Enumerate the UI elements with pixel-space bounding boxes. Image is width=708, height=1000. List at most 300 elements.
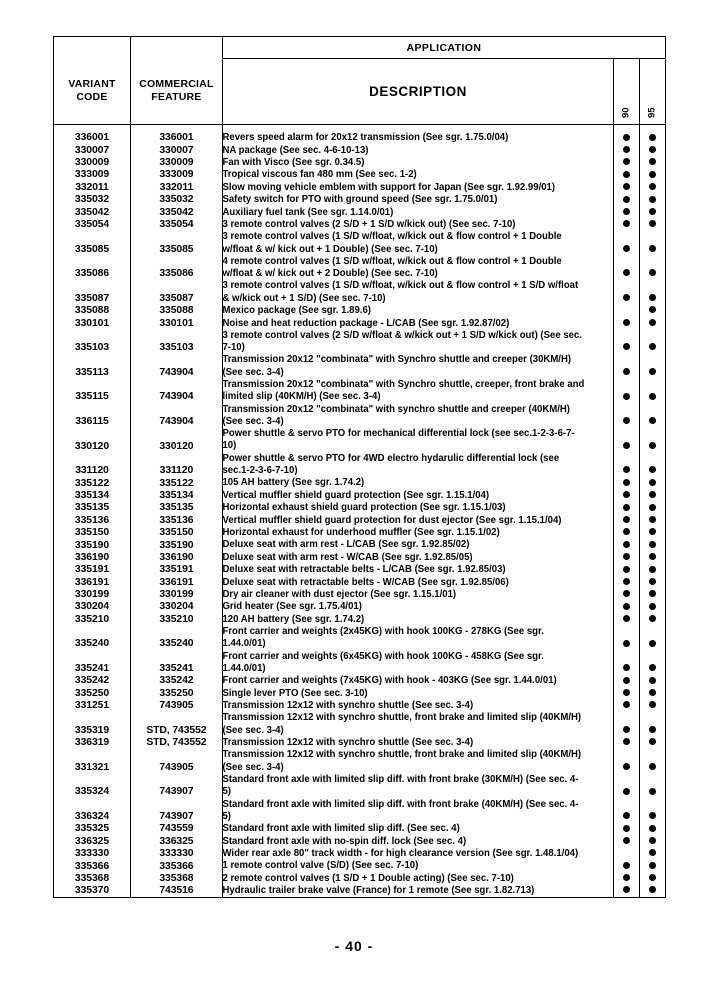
cell-app-95 [640, 231, 666, 256]
availability-dot [649, 788, 656, 795]
table-row [54, 428, 666, 453]
cell-app-95 [640, 651, 666, 676]
cell-description: Vertical muffler shield guard protection for dust ejector (See sgr. 1.15.1/04) [222, 515, 586, 527]
availability-dot [623, 343, 630, 350]
table-row [54, 169, 666, 181]
availability-dot [649, 812, 656, 819]
cell-variant-code: 336325 [54, 836, 131, 848]
availability-dot [623, 615, 630, 622]
cell-app-90 [614, 317, 640, 329]
cell-variant-code: 335122 [54, 477, 131, 489]
cell-commercial-feature: 335191 [130, 564, 222, 576]
cell-app-95 [640, 379, 666, 404]
cell-description: Horizontal exhaust for underhood muffler (See sgr. 1.15.1/02) [222, 527, 586, 539]
cell-description: 3 remote control valves (1 S/D w/float, w/kick out & flow control + 1 S/D w/float & w/kick out + 1 S/D) (See sec. 7-10) [222, 280, 586, 305]
cell-variant-code: 335150 [54, 527, 131, 539]
table-row [54, 885, 666, 898]
availability-dot [649, 566, 656, 573]
cell-app-90 [614, 527, 640, 539]
availability-dot [649, 640, 656, 647]
table-row [54, 614, 666, 626]
table-row [54, 453, 666, 478]
cell-variant-code: 335325 [54, 823, 131, 835]
cell-commercial-feature: 330199 [130, 589, 222, 601]
cell-commercial-feature: STD, 743552 [130, 712, 222, 737]
availability-dot [623, 541, 630, 548]
cell-app-90 [614, 614, 640, 626]
availability-dot [649, 208, 656, 215]
application-group-header: APPLICATION [222, 37, 665, 59]
cell-description: Deluxe seat with retractable belts - W/CAB (See sgr. 1.92.85/06) [222, 576, 586, 588]
cell-app-95 [640, 885, 666, 898]
cell-description: Deluxe seat with arm rest - L/CAB (See sgr. 1.92.85/02) [222, 539, 586, 551]
table-row [54, 354, 666, 379]
availability-dot [649, 294, 656, 301]
cell-description: Wider rear axle 80" track width - for high clearance version (See sgr. 1.48.1/04) [222, 848, 586, 860]
cell-commercial-feature: 743559 [130, 823, 222, 835]
cell-app-90 [614, 194, 640, 206]
cell-variant-code: 335191 [54, 564, 131, 576]
cell-app-90 [614, 675, 640, 687]
table-row [54, 737, 666, 749]
cell-app-95 [640, 589, 666, 601]
cell-variant-code: 335241 [54, 651, 131, 676]
cell-app-95 [640, 477, 666, 489]
cell-description: Front carrier and weights (2x45KG) with hook 100KG - 278KG (See sgr. 1.44.0/01) [222, 626, 586, 651]
availability-dot [649, 553, 656, 560]
availability-dot [623, 640, 630, 647]
cell-variant-code: 336324 [54, 799, 131, 824]
cell-description: Single lever PTO (See sec. 3-10) [222, 688, 586, 700]
cell-app-95 [640, 564, 666, 576]
cell-variant-code: 335103 [54, 330, 131, 355]
availability-dot [649, 220, 656, 227]
cell-variant-code: 335088 [54, 305, 131, 317]
header-description: DESCRIPTION [222, 59, 613, 125]
availability-dot [649, 738, 656, 745]
cell-variant-code: 335368 [54, 873, 131, 885]
cell-description: Standard front axle with limited slip diff. with front brake (30KM/H) (See sec. 4-5) [222, 774, 586, 799]
cell-description: Deluxe seat with retractable belts - L/CAB (See sgr. 1.92.85/03) [222, 564, 586, 576]
availability-dot [623, 417, 630, 424]
availability-dot [623, 158, 630, 165]
cell-variant-code: 331321 [54, 749, 131, 774]
cell-variant-code: 335113 [54, 354, 131, 379]
cell-variant-code: 335366 [54, 860, 131, 872]
table-row [54, 157, 666, 169]
cell-app-95 [640, 700, 666, 712]
cell-description: Standard front axle with limited slip diff. with front brake (40KM/H) (See sec. 4-5) [222, 799, 586, 824]
cell-description: Transmission 12x12 with synchro shuttle (See sec. 3-4) [222, 737, 586, 749]
cell-commercial-feature: 335122 [130, 477, 222, 489]
cell-app-95 [640, 428, 666, 453]
availability-dot [649, 689, 656, 696]
cell-app-90 [614, 885, 640, 898]
availability-dot [623, 553, 630, 560]
cell-variant-code: 333330 [54, 848, 131, 860]
cell-description: 4 remote control valves (1 S/D w/float, w/kick out & flow control + 1 Double w/float & w/ kick out + 2 Double) (See sec. 7-10) [222, 256, 586, 281]
cell-description: Transmission 12x12 with synchro shuttle, front brake and limited slip (40KM/H) (See sec. 3-4) [222, 749, 586, 774]
cell-variant-code: 336190 [54, 552, 131, 564]
table-row [54, 317, 666, 329]
availability-dot [649, 417, 656, 424]
availability-dot [623, 566, 630, 573]
table-row [54, 379, 666, 404]
cell-variant-code: 335054 [54, 219, 131, 231]
table-row [54, 182, 666, 194]
cell-description: Slow moving vehicle emblem with support for Japan (See sgr. 1.92.99/01) [222, 182, 586, 194]
availability-dot [649, 615, 656, 622]
cell-variant-code: 330101 [54, 317, 131, 329]
cell-variant-code: 335135 [54, 502, 131, 514]
cell-variant-code: 335240 [54, 626, 131, 651]
table-row [54, 477, 666, 489]
availability-dot [623, 491, 630, 498]
cell-variant-code: 335190 [54, 539, 131, 551]
cell-description: 2 remote control valves (1 S/D + 1 Double acting) (See sec. 7-10) [222, 873, 586, 885]
cell-variant-code: 335087 [54, 280, 131, 305]
cell-app-95 [640, 836, 666, 848]
cell-app-90 [614, 860, 640, 872]
cell-app-90 [614, 354, 640, 379]
header-commercial-feature-line2: FEATURE [151, 91, 202, 104]
availability-dot [623, 171, 630, 178]
cell-app-90 [614, 700, 640, 712]
cell-commercial-feature: 335150 [130, 527, 222, 539]
table-row [54, 601, 666, 613]
cell-app-95 [640, 317, 666, 329]
cell-app-90 [614, 712, 640, 737]
cell-app-90 [614, 157, 640, 169]
table-row [54, 231, 666, 256]
cell-commercial-feature: 331120 [130, 453, 222, 478]
cell-commercial-feature: 333330 [130, 848, 222, 860]
cell-commercial-feature: 335103 [130, 330, 222, 355]
availability-dot [649, 146, 656, 153]
cell-app-95 [640, 576, 666, 588]
cell-app-95 [640, 169, 666, 181]
availability-dot [649, 886, 656, 893]
cell-description: Fan with Visco (See sgr. 0.34.5) [222, 157, 586, 169]
cell-app-90 [614, 601, 640, 613]
cell-description: Front carrier and weights (7x45KG) with hook - 403KG (See sgr. 1.44.0/01) [222, 675, 586, 687]
cell-app-95 [640, 749, 666, 774]
availability-dot [649, 306, 656, 313]
cell-app-90 [614, 379, 640, 404]
availability-dot [623, 726, 630, 733]
availability-dot [649, 849, 656, 856]
cell-commercial-feature: 743904 [130, 379, 222, 404]
cell-app-95 [640, 873, 666, 885]
cell-app-90 [614, 145, 640, 157]
availability-dot [649, 134, 656, 141]
cell-variant-code: 335319 [54, 712, 131, 737]
cell-app-90 [614, 552, 640, 564]
table-row [54, 688, 666, 700]
table-row [54, 552, 666, 564]
cell-variant-code: 335042 [54, 206, 131, 218]
header-app-90-label: 90 [620, 107, 632, 119]
cell-variant-code: 332011 [54, 182, 131, 194]
cell-commercial-feature: 743907 [130, 774, 222, 799]
table-row [54, 515, 666, 527]
cell-app-95 [640, 256, 666, 281]
cell-description: Standard front axle with limited slip diff. (See sec. 4) [222, 823, 586, 835]
availability-dot [623, 886, 630, 893]
cell-app-95 [640, 145, 666, 157]
availability-dot [623, 837, 630, 844]
cell-app-95 [640, 354, 666, 379]
cell-variant-code: 335134 [54, 490, 131, 502]
cell-app-95 [640, 799, 666, 824]
specification-table [53, 36, 666, 898]
availability-dot [649, 726, 656, 733]
cell-app-90 [614, 737, 640, 749]
cell-description: 3 remote control valves (2 S/D + 1 S/D w/kick out) (See sec. 7-10) [222, 219, 586, 231]
cell-variant-code: 335242 [54, 675, 131, 687]
cell-commercial-feature: 332011 [130, 182, 222, 194]
cell-description: Mexico package (See sgr. 1.89.6) [222, 305, 586, 317]
availability-dot [623, 146, 630, 153]
cell-app-95 [640, 737, 666, 749]
table-row [54, 305, 666, 317]
cell-commercial-feature: 330204 [130, 601, 222, 613]
cell-app-95 [640, 552, 666, 564]
availability-dot [649, 603, 656, 610]
cell-commercial-feature: 335032 [130, 194, 222, 206]
cell-app-90 [614, 490, 640, 502]
cell-commercial-feature: 335136 [130, 515, 222, 527]
cell-commercial-feature: 335240 [130, 626, 222, 651]
header-app-95-label: 95 [646, 107, 658, 119]
availability-dot [623, 393, 630, 400]
cell-description: Hydraulic trailer brake valve (France) for 1 remote (See sgr. 1.82.713) [222, 885, 586, 898]
cell-app-95 [640, 404, 666, 429]
cell-app-90 [614, 515, 640, 527]
cell-variant-code: 335086 [54, 256, 131, 281]
cell-commercial-feature: 743516 [130, 885, 222, 898]
cell-commercial-feature: 743904 [130, 404, 222, 429]
availability-dot [623, 738, 630, 745]
table-row [54, 256, 666, 281]
application-header-row [54, 37, 666, 59]
cell-description: Transmission 20x12 "combinata" with synchro shuttle and creeper (40KM/H) (See sec. 3-4) [222, 404, 586, 429]
availability-dot [649, 701, 656, 708]
cell-commercial-feature: 743907 [130, 799, 222, 824]
cell-description: Power shuttle & servo PTO for 4WD electro hydarulic differential lock (see sec.1-2-3-6-7-10) [222, 453, 586, 478]
cell-app-95 [640, 626, 666, 651]
header-variant-code-line1: VARIANT [68, 78, 116, 91]
cell-description: Tropical viscous fan 480 mm (See sec. 1-2) [222, 169, 586, 181]
availability-dot [623, 664, 630, 671]
cell-app-95 [640, 774, 666, 799]
cell-app-95 [640, 280, 666, 305]
availability-dot [649, 442, 656, 449]
availability-dot [649, 479, 656, 486]
header-commercial-feature [130, 59, 222, 125]
cell-app-90 [614, 564, 640, 576]
cell-app-90 [614, 626, 640, 651]
cell-app-95 [640, 688, 666, 700]
availability-dot [623, 196, 630, 203]
table-row [54, 774, 666, 799]
cell-app-90 [614, 428, 640, 453]
availability-dot [623, 812, 630, 819]
cell-commercial-feature: 743905 [130, 749, 222, 774]
cell-commercial-feature: 335042 [130, 206, 222, 218]
cell-description: Noise and heat reduction package - L/CAB (See sgr. 1.92.87/02) [222, 317, 586, 329]
availability-dot [649, 158, 656, 165]
cell-variant-code: 330120 [54, 428, 131, 453]
availability-dot [623, 466, 630, 473]
cell-app-90 [614, 477, 640, 489]
cell-description: 3 remote control valves (1 S/D w/float, w/kick out & flow control + 1 Double w/float & w/ kick out + 1 Double) (See sec. 7-10) [222, 231, 586, 256]
cell-app-90 [614, 873, 640, 885]
cell-variant-code: 335032 [54, 194, 131, 206]
availability-dot [649, 528, 656, 535]
table-row [54, 836, 666, 848]
availability-dot [623, 208, 630, 215]
availability-dot [649, 343, 656, 350]
cell-description: Auxiliary fuel tank (See sgr. 1.14.0/01) [222, 206, 586, 218]
cell-description: Vertical muffler shield guard protection (See sgr. 1.15.1/04) [222, 490, 586, 502]
availability-dot [623, 701, 630, 708]
availability-dot [623, 368, 630, 375]
availability-dot [649, 541, 656, 548]
cell-variant-code: 335210 [54, 614, 131, 626]
cell-app-90 [614, 125, 640, 145]
availability-dot [649, 590, 656, 597]
cell-description: 3 remote control valves (2 S/D w/float & w/kick out + 1 S/D w/kick out) (See sec. 7-10) [222, 330, 586, 355]
cell-app-90 [614, 453, 640, 478]
table-row [54, 860, 666, 872]
cell-commercial-feature: 743904 [130, 354, 222, 379]
table-row [54, 564, 666, 576]
cell-description: Dry air cleaner with dust ejector (See sgr. 1.15.1/01) [222, 589, 586, 601]
cell-app-90 [614, 231, 640, 256]
availability-dot [649, 368, 656, 375]
cell-variant-code: 335250 [54, 688, 131, 700]
availability-dot [649, 269, 656, 276]
cell-description: Power shuttle & servo PTO for mechanical differential lock (see sec.1-2-3-6-7-10) [222, 428, 586, 453]
table-row [54, 589, 666, 601]
cell-app-90 [614, 589, 640, 601]
availability-dot [649, 504, 656, 511]
cell-app-95 [640, 614, 666, 626]
availability-dot [649, 466, 656, 473]
cell-variant-code: 336001 [54, 125, 131, 145]
availability-dot [623, 677, 630, 684]
cell-variant-code: 335370 [54, 885, 131, 898]
cell-variant-code: 336319 [54, 737, 131, 749]
cell-description: Safety switch for PTO with ground speed (See sgr. 1.75.0/01) [222, 194, 586, 206]
cell-app-90 [614, 823, 640, 835]
availability-dot [623, 516, 630, 523]
cell-commercial-feature: 335134 [130, 490, 222, 502]
cell-variant-code: 335085 [54, 231, 131, 256]
cell-variant-code: 336191 [54, 576, 131, 588]
cell-description: 1 remote control valve (S/D) (See sec. 7-10) [222, 860, 586, 872]
cell-variant-code: 330007 [54, 145, 131, 157]
cell-description: Horizontal exhaust shield guard protection (See sgr. 1.15.1/03) [222, 502, 586, 514]
cell-commercial-feature: 335085 [130, 231, 222, 256]
cell-commercial-feature: 335086 [130, 256, 222, 281]
table-row [54, 502, 666, 514]
availability-dot [623, 788, 630, 795]
cell-app-90 [614, 774, 640, 799]
cell-app-95 [640, 330, 666, 355]
table-row [54, 576, 666, 588]
cell-commercial-feature: 335210 [130, 614, 222, 626]
availability-dot [649, 874, 656, 881]
cell-app-95 [640, 515, 666, 527]
availability-dot [649, 516, 656, 523]
table-row [54, 651, 666, 676]
availability-dot [623, 603, 630, 610]
availability-dot [649, 491, 656, 498]
table-row [54, 219, 666, 231]
cell-commercial-feature: 335054 [130, 219, 222, 231]
cell-app-95 [640, 194, 666, 206]
cell-description: 105 AH battery (See sgr. 1.74.2) [222, 477, 586, 489]
availability-dot [623, 294, 630, 301]
availability-dot [623, 442, 630, 449]
cell-app-90 [614, 576, 640, 588]
cell-app-95 [640, 490, 666, 502]
availability-dot [623, 479, 630, 486]
availability-dot [623, 874, 630, 881]
cell-commercial-feature: 336191 [130, 576, 222, 588]
header-variant-code [54, 59, 131, 125]
table-row [54, 145, 666, 157]
table-row [54, 675, 666, 687]
cell-app-90 [614, 256, 640, 281]
cell-app-90 [614, 502, 640, 514]
availability-dot [649, 245, 656, 252]
availability-dot [649, 319, 656, 326]
availability-dot [623, 825, 630, 832]
header-commercial-feature-line1: COMMERCIAL [139, 78, 214, 91]
cell-app-90 [614, 651, 640, 676]
cell-commercial-feature: 333009 [130, 169, 222, 181]
availability-dot [623, 590, 630, 597]
cell-variant-code: 335136 [54, 515, 131, 527]
availability-dot [623, 862, 630, 869]
cell-description: Deluxe seat with arm rest - W/CAB (See sgr. 1.92.85/05) [222, 552, 586, 564]
table-row [54, 206, 666, 218]
cell-variant-code: 330204 [54, 601, 131, 613]
cell-app-95 [640, 860, 666, 872]
cell-app-95 [640, 305, 666, 317]
cell-app-95 [640, 823, 666, 835]
cell-app-90 [614, 280, 640, 305]
cell-commercial-feature: 335190 [130, 539, 222, 551]
availability-dot [623, 245, 630, 252]
availability-dot [623, 578, 630, 585]
table-row [54, 280, 666, 305]
table-row [54, 749, 666, 774]
availability-dot [649, 393, 656, 400]
table-row [54, 527, 666, 539]
cell-description: Transmission 20x12 "combinata" with Synchro shuttle and creeper (30KM/H) (See sec. 3-4) [222, 354, 586, 379]
cell-variant-code: 331120 [54, 453, 131, 478]
availability-dot [623, 528, 630, 535]
availability-dot [623, 183, 630, 190]
cell-variant-code: 330199 [54, 589, 131, 601]
cell-variant-code: 335115 [54, 379, 131, 404]
cell-app-90 [614, 749, 640, 774]
availability-dot [623, 269, 630, 276]
